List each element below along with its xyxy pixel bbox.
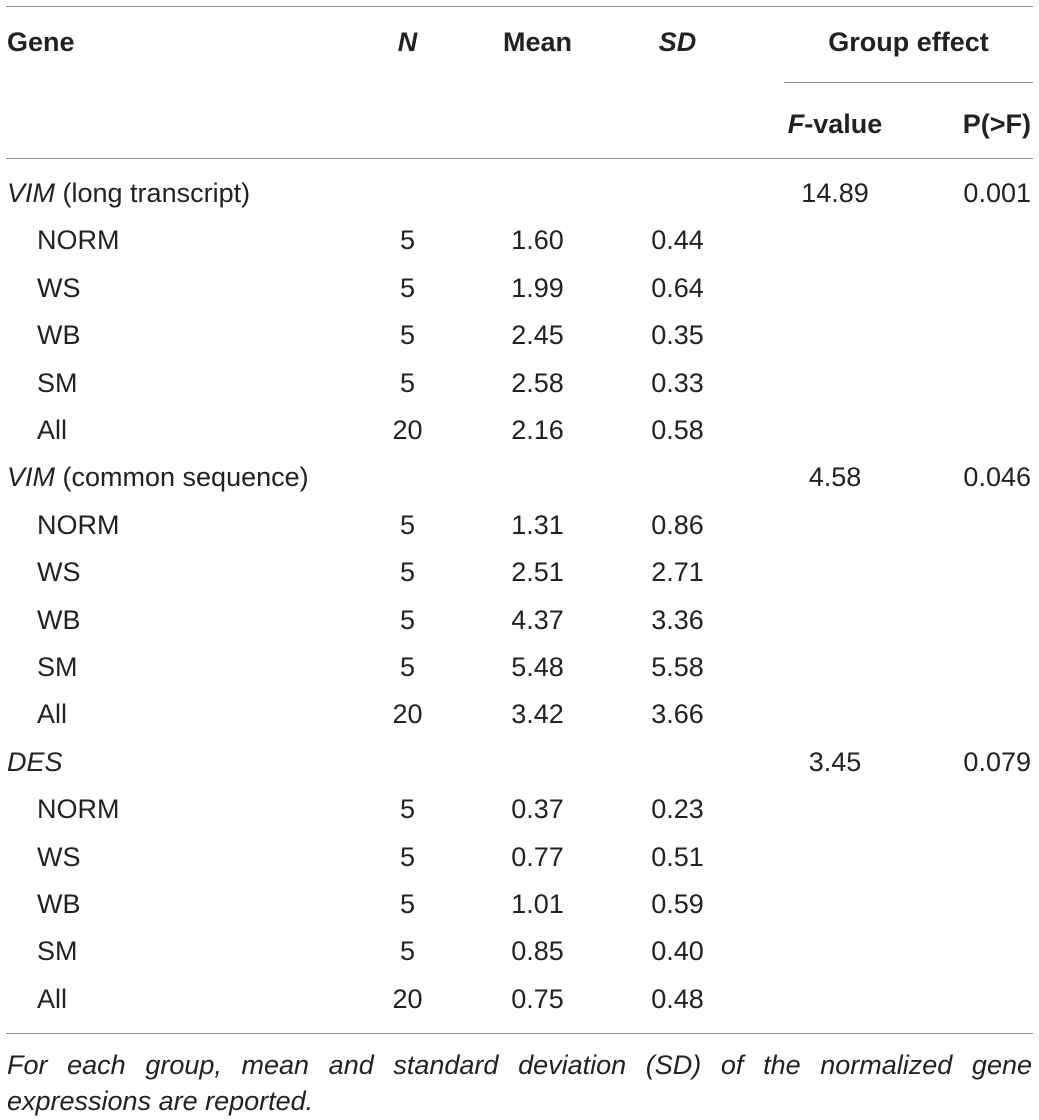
- f-value-cell: 4.58: [808, 462, 862, 492]
- mean-cell: 0.75: [511, 984, 564, 1014]
- gene-note: (common sequence): [55, 462, 309, 492]
- n-cell: 5: [399, 368, 416, 398]
- group-cell: NORM: [37, 510, 120, 540]
- mean-cell: 0.77: [511, 842, 564, 872]
- group-cell: SM: [37, 936, 78, 966]
- sd-cell: 0.64: [651, 273, 704, 303]
- p-value-cell: 0.001: [963, 178, 1031, 208]
- n-cell: 5: [399, 320, 416, 350]
- header-group-effect: Group effect: [828, 27, 989, 57]
- group-cell: NORM: [37, 225, 120, 255]
- group-cell: WB: [37, 605, 81, 635]
- table-footnote: For each group, mean and standard deviation (SD) of the normalized gene expressions are reported.: [7, 1050, 1032, 1116]
- group-cell: SM: [37, 368, 78, 398]
- sd-cell: 5.58: [651, 652, 704, 682]
- sd-cell: 0.33: [651, 368, 704, 398]
- header-p-value: P(>F): [962, 109, 1031, 139]
- group-cell: All: [37, 984, 68, 1014]
- p-value-cell: 0.079: [963, 747, 1031, 777]
- mean-cell: 2.51: [511, 557, 564, 587]
- group-cell: SM: [37, 652, 78, 682]
- header-f-letter: F: [787, 109, 805, 139]
- n-cell: 5: [399, 605, 416, 635]
- n-cell: 5: [399, 225, 416, 255]
- sd-cell: 2.71: [651, 557, 704, 587]
- header-sd: SD: [658, 27, 697, 57]
- n-cell: 20: [392, 415, 423, 445]
- group-cell: NORM: [37, 794, 120, 824]
- top-rule: [6, 6, 1033, 7]
- group-effect-rule: [784, 82, 1033, 83]
- header-f-value: [760, 108, 910, 140]
- group-cell: WB: [37, 889, 81, 919]
- mean-cell: 4.37: [511, 605, 564, 635]
- mean-cell: 5.48: [511, 652, 564, 682]
- sd-cell: 0.58: [651, 415, 704, 445]
- group-cell: WS: [37, 273, 81, 303]
- n-cell: 20: [392, 699, 423, 729]
- sd-cell: 3.36: [651, 605, 704, 635]
- p-value-cell: 0.046: [963, 462, 1031, 492]
- group-cell: WB: [37, 320, 81, 350]
- bottom-rule: [6, 1033, 1033, 1034]
- header-mean: Mean: [502, 27, 573, 57]
- n-cell: 5: [399, 273, 416, 303]
- mean-cell: 0.85: [511, 936, 564, 966]
- gene-name: VIM: [7, 462, 56, 492]
- n-cell: 5: [399, 510, 416, 540]
- sd-cell: 0.35: [651, 320, 704, 350]
- sd-cell: 0.23: [651, 794, 704, 824]
- n-cell: 5: [399, 652, 416, 682]
- gene-name: DES: [7, 747, 63, 777]
- n-cell: 5: [399, 842, 416, 872]
- mean-cell: 1.60: [511, 225, 564, 255]
- header-f-suffix: -value: [804, 109, 883, 139]
- header-n: N: [397, 27, 418, 57]
- mean-cell: 1.99: [511, 273, 564, 303]
- mean-cell: 2.45: [511, 320, 564, 350]
- header-gene: Gene: [7, 27, 75, 57]
- mean-cell: 0.37: [511, 794, 564, 824]
- f-value-cell: 14.89: [801, 178, 869, 208]
- gene-name: VIM: [7, 178, 56, 208]
- group-cell: WS: [37, 557, 81, 587]
- sd-cell: 0.86: [651, 510, 704, 540]
- sd-cell: 0.48: [651, 984, 704, 1014]
- group-cell: WS: [37, 842, 81, 872]
- mean-cell: 2.58: [511, 368, 564, 398]
- mean-cell: 3.42: [511, 699, 564, 729]
- sd-cell: 3.66: [651, 699, 704, 729]
- sd-cell: 0.51: [651, 842, 704, 872]
- gene-label: [7, 746, 63, 778]
- group-cell: All: [37, 699, 68, 729]
- mean-cell: 1.01: [511, 889, 564, 919]
- n-cell: 5: [399, 557, 416, 587]
- gene-label: [7, 177, 250, 209]
- group-cell: All: [37, 415, 68, 445]
- n-cell: 5: [399, 889, 416, 919]
- gene-note: (long transcript): [55, 178, 251, 208]
- header-rule: [6, 158, 1033, 159]
- gene-label: [7, 461, 309, 493]
- n-cell: 5: [399, 794, 416, 824]
- mean-cell: 2.16: [511, 415, 564, 445]
- n-cell: 5: [399, 936, 416, 966]
- sd-cell: 0.40: [651, 936, 704, 966]
- sd-cell: 0.59: [651, 889, 704, 919]
- f-value-cell: 3.45: [808, 747, 862, 777]
- mean-cell: 1.31: [511, 510, 564, 540]
- sd-cell: 0.44: [651, 225, 704, 255]
- n-cell: 20: [392, 984, 423, 1014]
